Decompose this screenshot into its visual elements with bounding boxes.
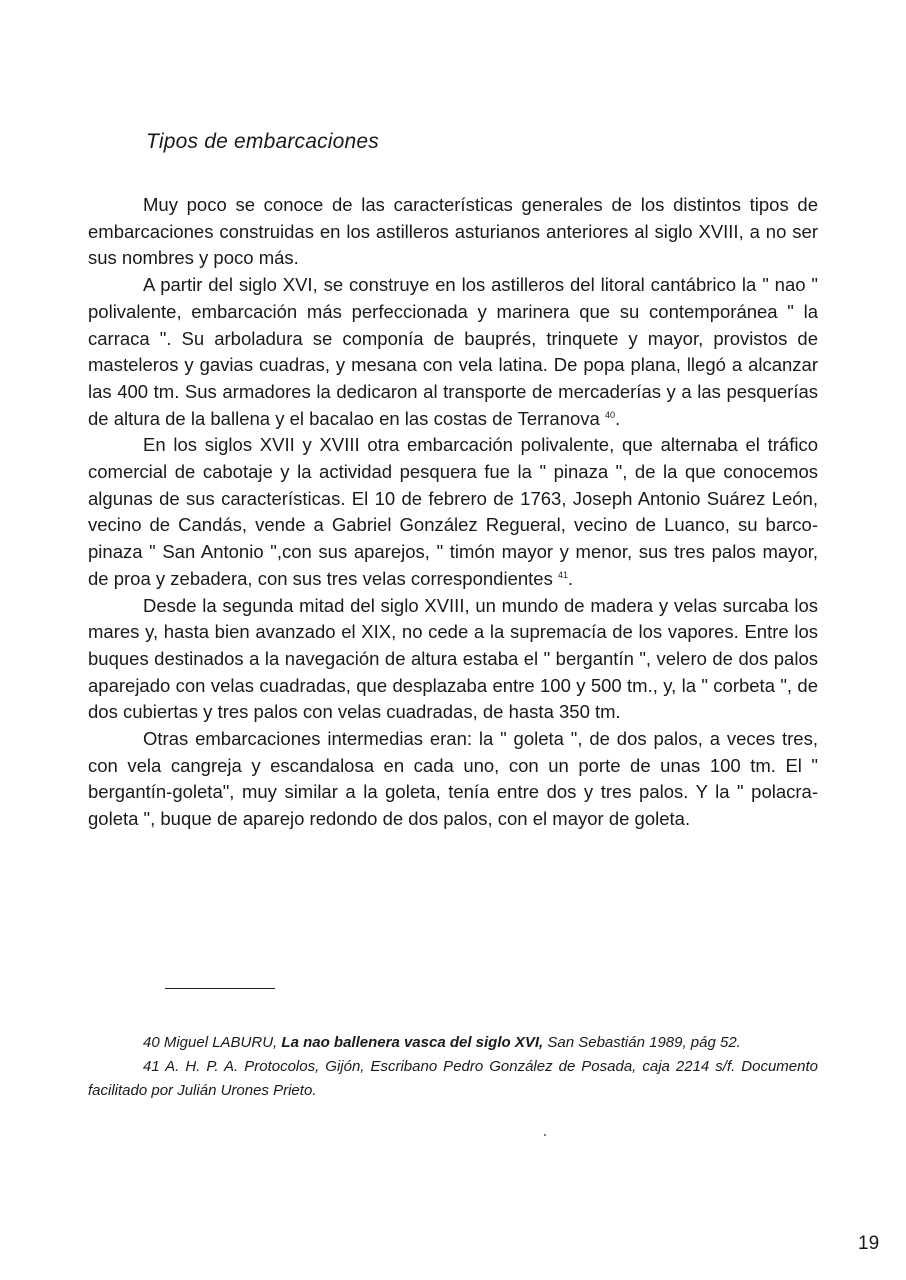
paragraph: [88, 726, 818, 833]
footnote-divider: [165, 988, 275, 989]
paragraph-text: Desde la segunda mitad del siglo XVIII, un mundo de madera y velas surcaba los mares y, hasta bien avanzado el XIX, no cede a la supremacía de los vapores. Entre los buques destinados a la navegación de altura estaba el " bergantín ", velero de dos palos aparejado con velas cuadradas, que desplazaba entre 100 y 500 tm., y, la " corbeta ", de dos cubiertas y tres palos con velas cuadradas, de hasta 350 tm.: [88, 594, 818, 723]
paragraph-text: Otras embarcaciones intermedias eran: la " goleta ", de dos palos, a veces tres, con vela cangreja y escandalosa en cada uno, con un porte de unas 100 tm. El " bergantín-goleta", muy similar a la goleta, tenía entre dos y tres palos. Y la " polacra-goleta ", buque de aparejo redondo de dos palos, con el mayor de goleta.: [88, 728, 818, 830]
paragraph: [88, 593, 818, 727]
paragraph-text: Muy poco se conoce de las características generales de los distintos tipos de embarcaciones construidas en los astilleros asturianos anteriores al siglo XVIII, a no ser sus nombres y poco más.: [88, 194, 818, 269]
body-text: [88, 192, 818, 833]
footnote-tail: San Sebastián 1989, pág 52.: [547, 1034, 741, 1051]
page-number: 19: [858, 1233, 880, 1254]
footnote: [88, 1031, 818, 1055]
footnote-reference: 41: [557, 569, 568, 580]
paragraph-text-tail: .: [567, 567, 574, 589]
paragraph: [88, 272, 818, 432]
scan-speck: [544, 1134, 546, 1136]
footnote-lead: 40 Miguel LABURU,: [143, 1034, 278, 1051]
footnote: [88, 1055, 818, 1103]
footnote-lead: 41 A. H. P. A. Protocolos, Gijón, Escribano Pedro González de Posada, caja 2214 s/f. Documento facilitado por Julián Urones Prieto.: [88, 1058, 818, 1099]
section-title: Tipos de embarcaciones: [146, 130, 380, 153]
footnote-reference: 40: [604, 409, 615, 420]
footnotes: [88, 1031, 818, 1103]
paragraph-text-tail: .: [615, 407, 621, 429]
paragraph: [88, 192, 818, 272]
paragraph-text: En los siglos XVII y XVIII otra embarcación polivalente, que alternaba el tráfico comercial de cabotaje y la actividad pesquera fue la " pinaza ", de la que conocemos algunas de sus características. El 10 de febrero de 1763, Joseph Antonio Suárez León, vecino de Candás, vende a Gabriel González Regueral, vecino de Luanco, su barco-pinaza " San Antonio ",con sus aparejos, " timón mayor y menor, sus tres palos mayor, de proa y zebadera, con sus tres velas correspondientes: [88, 434, 818, 589]
paragraph: [88, 432, 818, 592]
paragraph-text: A partir del siglo XVI, se construye en los astilleros del litoral cantábrico la " nao " polivalente, embarcación más perfeccionada y marinera que su contemporánea " la carraca ". Su arboladura se componía de bauprés, trinquete y mayor, provistos de masteleros y gavias cuadras, y mesana con vela latina. De popa plana, llegó a alcanzar las 400 tm. Sus armadores la dedicaron al transporte de mercaderías y a las pesquerías de altura de la ballena y el bacalao en las costas de Terranova: [88, 274, 818, 429]
footnote-work-title: La nao ballenera vasca del siglo XVI,: [281, 1034, 544, 1051]
